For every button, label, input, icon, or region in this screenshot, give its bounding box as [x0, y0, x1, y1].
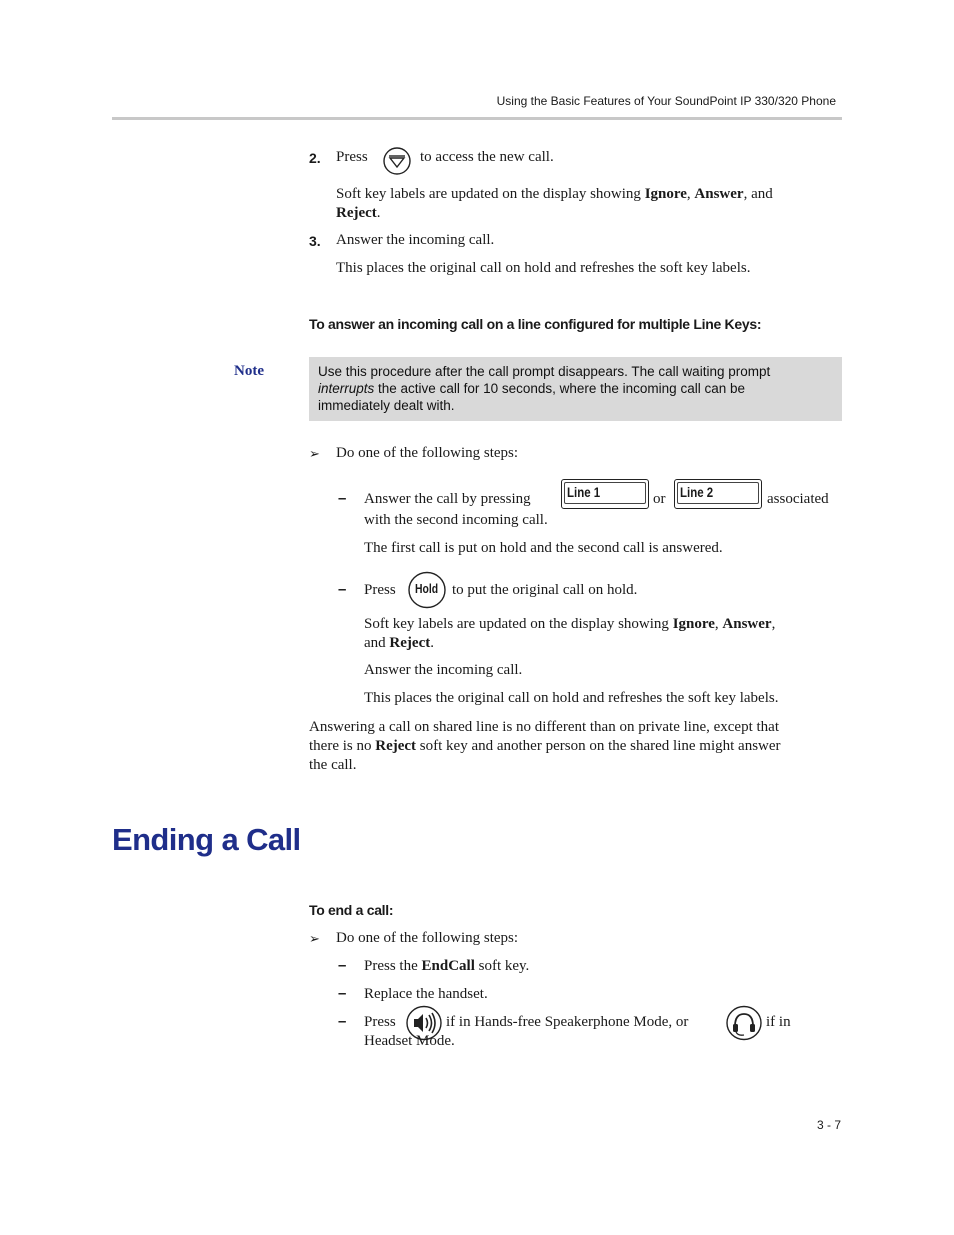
dash-bullet: –	[338, 490, 347, 507]
end-call-item-2: Replace the handset.	[364, 986, 488, 1002]
line-1-key: Line 1	[561, 479, 649, 509]
item-hold-places: This places the original call on hold and refreshes the soft key labels.	[364, 690, 779, 706]
step-2-press: Press	[336, 149, 368, 165]
end-call-item-1: Press the EndCall soft key.	[364, 958, 530, 974]
dash-bullet: –	[338, 581, 347, 598]
end-call-item-3-line2: Headset Mode.	[364, 1033, 455, 1049]
line-2-key: Line 2	[674, 479, 762, 509]
end-call-item-3-press: Press	[364, 1014, 396, 1030]
step-3-detail: This places the original call on hold and refreshes the soft key labels.	[336, 260, 751, 276]
step-2-detail: Soft key labels are updated on the display showing Ignore, Answer, and Reject.	[336, 186, 773, 221]
reject-label: Reject	[336, 205, 377, 221]
item-hold-detail: Soft key labels are updated on the display showing Ignore, Answer, and Reject.	[364, 616, 776, 651]
page-number: 3 - 7	[816, 1118, 841, 1132]
hold-key-label: Hold	[415, 581, 439, 596]
end-call-intro: Do one of the following steps:	[336, 930, 519, 946]
header-rule	[112, 117, 842, 120]
end-call-item-3-end: if in	[766, 1014, 791, 1030]
dash-bullet: –	[338, 985, 347, 1002]
item-answer-detail: The first call is put on hold and the second call is answered.	[364, 540, 723, 556]
bullet-arrow-icon: ➢	[309, 446, 320, 461]
item-hold-answer: Answer the incoming call.	[364, 662, 523, 678]
bullet-arrow-icon: ➢	[309, 931, 320, 946]
running-header: Using the Basic Features of Your SoundPoint IP 330/320 Phone	[496, 94, 836, 108]
dash-bullet: –	[338, 1013, 347, 1030]
down-arrow-key-icon	[382, 146, 412, 176]
note-text: Use this procedure after the call prompt disappears. The call waiting prompt interrupts the active call for 10 seconds, where the incoming call can be immediately dealt with.	[318, 364, 771, 413]
step-number-2: 2.	[309, 150, 321, 166]
list-intro: Do one of the following steps:	[336, 445, 519, 461]
ignore-label: Ignore	[644, 186, 687, 202]
end-call-item-3-mid: if in Hands-free Speakerphone Mode, or	[446, 1014, 689, 1030]
step-2-text: to access the new call.	[420, 149, 554, 165]
shared-line-paragraph: Answering a call on shared line is no different than on private line, except that there is no Reject soft key and another person on the shared line might answer the call.	[309, 719, 781, 773]
note-label: Note	[234, 363, 264, 379]
procedure-heading-multiple-line-keys: To answer an incoming call on a line configured for multiple Line Keys:	[309, 316, 762, 332]
headset-key-icon	[725, 1005, 763, 1041]
answer-label: Answer	[694, 186, 744, 202]
step-number-3: 3.	[309, 233, 321, 249]
item-answer-or: or	[653, 491, 666, 507]
section-title: Ending a Call	[112, 822, 301, 857]
item-hold-after: to put the original call on hold.	[452, 582, 638, 598]
dash-bullet: –	[338, 957, 347, 974]
item-hold-press: Press	[364, 582, 396, 598]
procedure-heading-end-call: To end a call:	[309, 902, 394, 918]
step-3-text: Answer the incoming call.	[336, 232, 495, 248]
item-answer-line2: with the second incoming call.	[364, 512, 548, 528]
item-answer-before: Answer the call by pressing	[364, 491, 531, 507]
item-answer-after: associated	[767, 491, 829, 507]
